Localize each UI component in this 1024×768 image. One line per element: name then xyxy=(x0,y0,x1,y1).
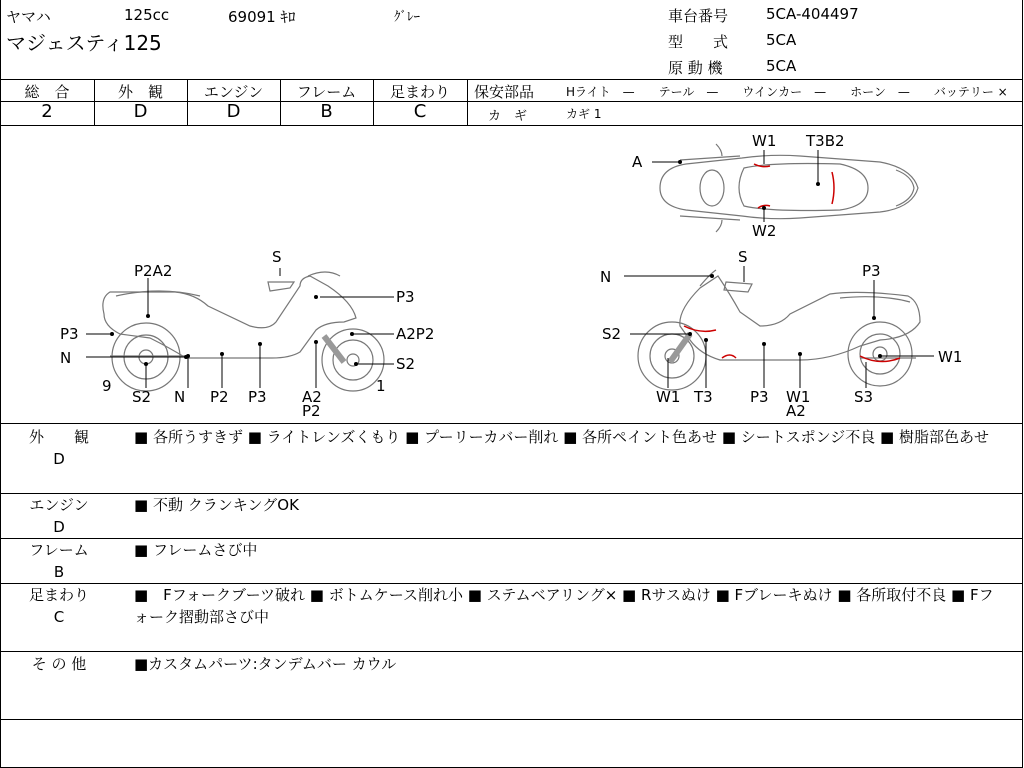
body-color: ｸﾞﾚｰ xyxy=(394,10,420,25)
grade-divider-5 xyxy=(467,79,468,125)
label-left-a2p2: A2P2 xyxy=(396,325,435,343)
label-left-9: 9 xyxy=(102,377,112,395)
section-engine-grade: D xyxy=(53,518,65,536)
key-value: カギ 1 xyxy=(566,107,602,121)
leader-dots xyxy=(110,160,882,366)
label-right-w1-bottom2: W1 xyxy=(786,388,811,406)
label-right-s2: S2 xyxy=(602,325,622,343)
label-left-p3-right: P3 xyxy=(396,288,415,306)
scooter-top-view xyxy=(660,144,918,232)
label-right-s-top: S xyxy=(738,248,748,266)
label-left-p2-bottom: P2 xyxy=(210,388,229,406)
grade-overall-value: 2 xyxy=(41,101,53,122)
grade-overall-label: 総 合 xyxy=(24,83,70,101)
label-right-p3-bottom: P3 xyxy=(750,388,769,406)
label-left-p2a2: P2A2 xyxy=(134,262,173,280)
section-exterior-label: 外 観 xyxy=(28,428,89,446)
section-suspension-label: 足まわり xyxy=(28,586,89,604)
label-top-t3b2: T3B2 xyxy=(806,132,845,150)
section-frame-label: フレーム xyxy=(29,541,89,559)
section-frame-grade: B xyxy=(53,563,65,581)
label-left-n-bottom: N xyxy=(174,388,186,406)
label-left-a2-bottom: A2 xyxy=(302,388,322,406)
section-divider-4 xyxy=(0,651,1023,652)
section-exterior-text: ■ 各所うすきず ■ ライトレンズくもり ■ プーリーカバー削れ ■ 各所ペイント色あせ ■ シートスポンジ不良 ■ 樹脂部色あせ xyxy=(134,428,989,446)
scooter-right-view xyxy=(638,270,920,390)
safety-parts-items: Hライト — テール — ウインカー — ホーン — バッテリー × xyxy=(566,85,1008,99)
grade-frame-label: フレーム xyxy=(296,83,357,101)
label-right-p3-top: P3 xyxy=(862,262,881,280)
label-left-n: N xyxy=(60,349,72,367)
section-other-label: そ の 他 xyxy=(31,655,87,673)
label-left-p3-left: P3 xyxy=(60,325,79,343)
grade-suspension-value: C xyxy=(413,101,427,122)
safety-table-mid xyxy=(467,101,1023,102)
label-right-a2: A2 xyxy=(786,402,806,420)
section-divider-5 xyxy=(0,719,1023,720)
engine-type-value: 5CA xyxy=(766,57,797,75)
label-left-1: 1 xyxy=(376,377,386,395)
grade-exterior-label: 外 観 xyxy=(117,83,163,101)
label-left-p2-bottom2: P2 xyxy=(302,402,321,420)
key-label: カ ギ xyxy=(488,109,528,124)
model-type-value: 5CA xyxy=(766,31,797,49)
section-other-text: ■カスタムパーツ:タンデムバー カウル xyxy=(134,655,397,673)
section-suspension-grade: C xyxy=(53,608,65,626)
frame-number-value: 5CA-404497 xyxy=(766,5,859,23)
damage-diagram xyxy=(0,126,1022,423)
frame-right-border xyxy=(1022,0,1023,768)
mileage: 69091 ｷﾛ xyxy=(228,8,296,26)
section-suspension-text: ■ Fフォークブーツ破れ ■ ボトムケース削れ小 ■ ステムベアリング× ■ Rサスぬけ ■ Fブレーキぬけ ■ 各所取付不良 ■ Fフォーク摺動部さび中 xyxy=(134,586,994,626)
grade-exterior-value: D xyxy=(133,101,148,122)
maker: ヤマハ xyxy=(6,8,51,26)
label-left-p3-bottom: P3 xyxy=(248,388,267,406)
grade-frame-value: B xyxy=(320,101,333,122)
label-left-s2-bottom: S2 xyxy=(132,388,152,406)
model-type-label: 型 式 xyxy=(668,33,729,51)
section-exterior-grade: D xyxy=(53,450,65,468)
frame-number-label: 車台番号 xyxy=(668,7,729,25)
engine-type-label: 原 動 機 xyxy=(668,59,723,77)
section-engine-text: ■ 不動 クランキングOK xyxy=(134,496,299,514)
grade-suspension-label: 足まわり xyxy=(389,83,450,101)
leader-lines xyxy=(86,150,934,388)
label-right-t3: T3 xyxy=(694,388,713,406)
section-frame-text: ■ フレームさび中 xyxy=(134,541,258,559)
model-name: マジェスティ125 xyxy=(6,31,162,55)
diagram-bottom-border xyxy=(0,423,1023,424)
label-right-w1-right: W1 xyxy=(938,348,963,366)
label-top-a: A xyxy=(632,153,643,171)
displacement: 125cc xyxy=(124,6,170,24)
grade-table-top xyxy=(0,79,1023,80)
label-right-s3: S3 xyxy=(854,388,874,406)
label-top-w2: W2 xyxy=(752,222,777,240)
section-engine-label: エンジン xyxy=(29,496,89,514)
label-right-w1-bottom: W1 xyxy=(656,388,681,406)
label-right-n: N xyxy=(600,268,612,286)
grade-engine-label: エンジン xyxy=(203,83,264,101)
grade-engine-value: D xyxy=(226,101,241,122)
label-top-w1: W1 xyxy=(752,132,777,150)
label-left-s2-right: S2 xyxy=(396,355,416,373)
scooter-left-view xyxy=(103,272,384,391)
safety-parts-label: 保安部品 xyxy=(474,83,535,101)
label-left-s-top: S xyxy=(272,248,282,266)
